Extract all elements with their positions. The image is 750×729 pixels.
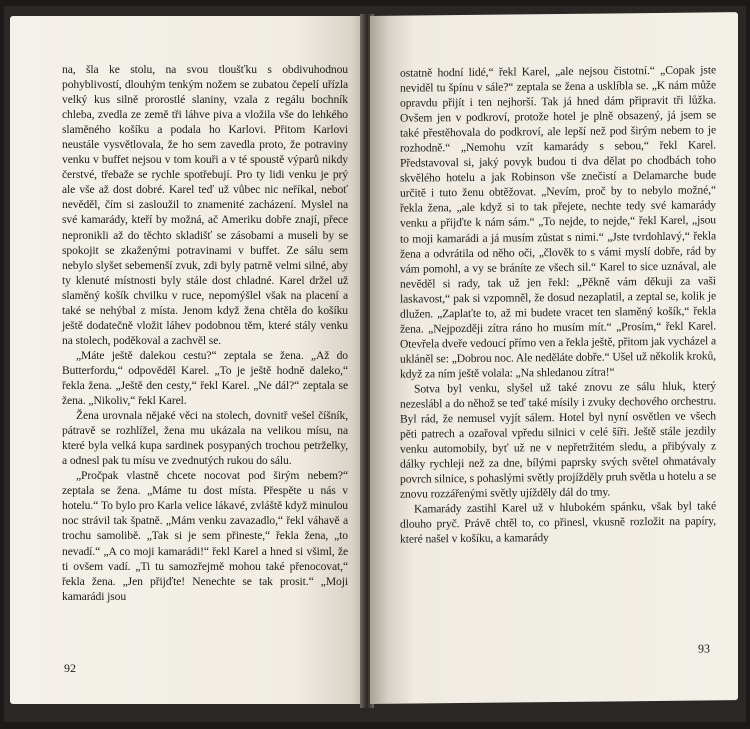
paragraph: Žena urovnala nějaké věci na stolech, dovnitř vešel číšník, pátravě se rozhlížel, žena mu ukázala na velikou mísu, na které byla velká kupa sardinek posypaných trochou petrželky, a odnesl pak tu mísu ve zvednutých rukou do sálu. xyxy=(62,409,348,468)
left-page-text xyxy=(62,62,348,604)
page-number: 93 xyxy=(698,641,710,656)
paragraph: ostatně hodní lidé,“ řekl Karel, „ale nejsou čistotní.“ „Copak jste neviděl tu špínu v sále?“ zeptala se žena a usklíbla se. „K nám může opravdu přijít i ten nejhorší. Tak já hned dám připravit tři lůžka. Ovšem jen v podkroví, protože hotel je plně obsazený, já jsem se také přestěhovala do podkroví, ale lepší než pod širým nebem to je rozhodně.“ „Nemohu vzít kamarády s sebou,“ řekl Karel. Představoval si, jaký povyk budou ti dva dělat po chodbách toho skvělého hotelu a jak Robinson vše znečistí a Delamarche bude určitě i tuto ženu obtěžovat. „Nevím, proč by to nebylo možné,“ řekla žena, „ale když si to tak přejete, nechte tedy své kamarády venku a přijďte k nám sám.“ „To nejde, to nejde,“ řekl Karel, „jsou to moji kamarádi a já musím zůstat s nimi.“ „Jste tvrdohlavý,“ řekla žena a odvrátila od něho oči, „člověk to s vámi myslí dobře, rád by vám pomohl, a vy se bráníte ze všech sil.“ Karel to sice uznával, ale nevěděl si rady, tak už jen řekl: „Pěkně vám děkuji za vaši laskavost,“ pak si vzpomněl, že dosud nezaplatil, a zeptal se, kolik je dlužen. „Zaplaťte to, až mi budete vracet ten slaměný košík,“ řekla žena. „Nejpozději zítra ráno ho musím mít.“ „Prosím,“ řekl Karel. Otevřela dveře vedoucí přímo ven a řekla ještě, přitom jak vycházel a ukláněl se: „Dobrou noc. Ale neděláte dobře.“ Ušel už několik kroků, když za ním ještě volala: „Na shledanou zítra!“ xyxy=(400,63,716,381)
left-page xyxy=(10,16,366,704)
right-page-text xyxy=(400,62,716,547)
page-number: 92 xyxy=(64,661,76,675)
open-book xyxy=(4,6,746,722)
paragraph: „Pročpak vlastně chcete nocovat pod širým nebem?“ zeptala se žena. „Máme tu dost místa. Přespěte u nás v hotelu.“ To bylo pro Karla velice lákavé, zvláště když minulou noc strávil tak špatně. „Mám venku zavazadlo,“ řekl váhavě a trochu samolibě. „Tak si je sem přineste,“ řekla žena, „to nevadí.“ „A co moji kamarádi!“ řekl Karel a hned si všiml, že ti ovšem vadí. „Ti tu samozřejmě mohou také přenocovat,“ řekla žena. „Jen přijďte! Nenechte se tak prosit.“ „Moji kamarádi jsou xyxy=(62,469,348,603)
right-page xyxy=(370,12,738,704)
paragraph: Sotva byl venku, slyšel už také znovu ze sálu hluk, který nezeslábl a do něhož se teď také mísily i zvuky dechového orchestru. Byl rád, že nemusel vyjít sálem. Hotel byl nyní osvětlen ve všech pěti patrech a ozařoval vpředu silnici v celé šíři. Ještě stále jezdily venku automobily, byť už ne v nepřetržitém sledu, a přibývaly z dálky rychleji než za dne, bílými paprsky svých světel ohmatávaly povrch silnice, s pohaslými světly projížděly pruh světla u hotelu a se znovu rozzářenými světly ujížděly dál do tmy. xyxy=(400,379,716,501)
paragraph: na, šla ke stolu, na svou tloušťku s obdivuhodnou pohyblivostí, dlouhým tenkým nožem se zubatou čepelí uřízla velký kus silně prorostlé slaniny, vzala z regálu bochník chleba, zvedla ze země tři láhve piva a vložila vše do lehkého slaměného košíku a podala ho Karlovi. Přitom Karlovi neustále vysvětlovala, že ho sem zavedla proto, že potraviny venku v buffet nejsou v tom kouři a v té spoustě výparů nikdy čerstvé, třebaže se rychle spotřebují. Pro ty lidi venku je prý ale vše až dost dobré. Karel teď už vůbec nic neříkal, neboť nevěděl, čím si zasloužil to znamenité zacházení. Myslel na své kamarády, kteří by možná, ač Ameriku dobře znají, přece nepronikli až do těchto skladišť se zásobami a museli by se spokojit se zkaženými potravinami v buffet. Ze sálu sem nebylo slyšet sebemenší zvuk, zdi byly patrně velmi silné, aby ty klenuté místnosti byly stále dost chladné. Karel držel už slaměný košík chvilku v ruce, nepomýšlel však na placení a také se nehýbal z místa. Jenom když žena chtěla do košíku ještě dodatečně vložit láhev podobnou těm, které stály venku na stolech, poděkoval a zachvěl se. xyxy=(62,63,348,347)
paragraph: Kamarády zastihl Karel už v hlubokém spánku, však byl také dlouho pryč. Právě chtěl to, co přinesl, vkusně rozložit na papíry, které našel v košíku, a kamarády xyxy=(400,499,716,547)
paragraph: „Máte ještě dalekou cestu?“ zeptala se žena. „Až do Butterfordu,“ odpověděl Karel. „To je ještě hodně daleko,“ řekla žena. „Ještě den cesty,“ řekl Karel. „Ne dál?“ zeptala se žena. „Nikoliv,“ řekl Karel. xyxy=(62,348,348,408)
